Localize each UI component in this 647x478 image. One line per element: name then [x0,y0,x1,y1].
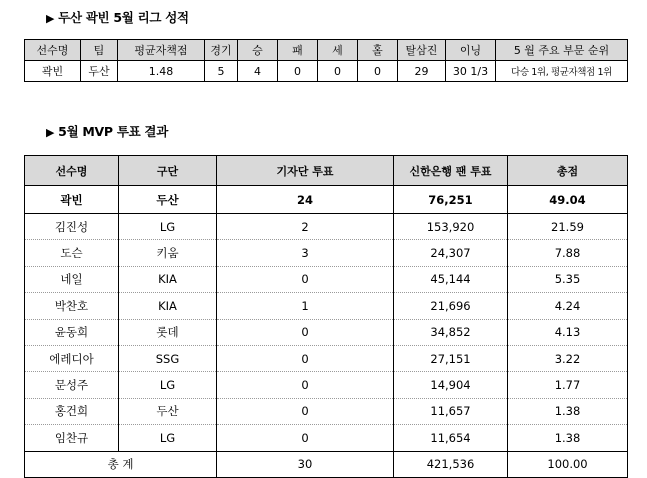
table-cell: 0 [278,61,318,82]
table-cell: 1 [217,293,394,319]
table-cell: LG [119,425,217,451]
total-fan-votes: 421,536 [394,451,508,477]
section-title-may-stats [46,8,189,26]
table-cell: 1.77 [508,372,628,398]
section-title-text: 두산 곽빈 5월 리그 성적 [58,10,189,25]
table-cell: 49.04 [508,186,628,214]
header-cell: 홀 [358,40,398,61]
table-cell: 34,852 [394,319,508,345]
table-row [25,293,628,319]
table-row [25,319,628,345]
header-cell: 팀 [81,40,118,61]
mvp-vote-table [24,155,628,478]
table-cell: 0 [217,425,394,451]
table-cell: 5.35 [508,266,628,292]
header-cell: 평균자책점 [118,40,205,61]
table-cell: 5 [205,61,238,82]
table-cell: 27,151 [394,345,508,371]
table-header-row [25,156,628,186]
header-cell: 선수명 [25,40,81,61]
section-title-mvp-vote [46,122,168,140]
table-cell: 2 [217,214,394,240]
table-cell: 0 [217,319,394,345]
table-cell: 153,920 [394,214,508,240]
table-row [25,214,628,240]
table-cell: 곽빈 [25,186,119,214]
total-press-votes: 30 [217,451,394,477]
table-cell: 4.13 [508,319,628,345]
header-cell: 경기 [205,40,238,61]
table-cell: 1.38 [508,398,628,424]
table-cell: 24,307 [394,240,508,266]
table-cell: 0 [318,61,358,82]
table-cell: 14,904 [394,372,508,398]
table-cell: 두산 [81,61,118,82]
table-cell: 0 [217,398,394,424]
table-cell: 11,654 [394,425,508,451]
triangle-marker-icon: ▶ [46,126,55,139]
header-cell: 이닝 [446,40,496,61]
table-cell: 박찬호 [25,293,119,319]
table-cell: 3.22 [508,345,628,371]
table-cell: 1.48 [118,61,205,82]
table-cell: 두산 [119,186,217,214]
header-cell: 5 월 주요 부문 순위 [496,40,628,61]
table-cell: 두산 [119,398,217,424]
table-cell: 11,657 [394,398,508,424]
table-cell: 문성주 [25,372,119,398]
table-cell: KIA [119,293,217,319]
table-cell: 에레디아 [25,345,119,371]
header-cell: 기자단 투표 [217,156,394,186]
table-cell: 21.59 [508,214,628,240]
table-cell: 4.24 [508,293,628,319]
table-row [25,266,628,292]
header-cell: 구단 [119,156,217,186]
table-row [25,425,628,451]
table-cell: 0 [217,345,394,371]
header-cell: 총점 [508,156,628,186]
table-cell: KIA [119,266,217,292]
table-cell: 곽빈 [25,61,81,82]
table-cell: 0 [217,372,394,398]
header-cell: 탈삼진 [398,40,446,61]
table-cell: 임찬규 [25,425,119,451]
table-cell: 네일 [25,266,119,292]
table-cell: 21,696 [394,293,508,319]
table-cell: SSG [119,345,217,371]
header-cell: 패 [278,40,318,61]
total-score: 100.00 [508,451,628,477]
table-header-row [25,40,628,61]
table-cell: 홍건희 [25,398,119,424]
table-cell: 다승 1위, 평균자책점 1위 [496,61,628,82]
total-label: 총 계 [25,451,217,477]
table-cell: LG [119,372,217,398]
table-cell: 7.88 [508,240,628,266]
table-row [25,186,628,214]
table-cell: 24 [217,186,394,214]
table-row [25,372,628,398]
table-cell: 키움 [119,240,217,266]
table-row [25,398,628,424]
header-cell: 승 [238,40,278,61]
table-cell: LG [119,214,217,240]
table-cell: 3 [217,240,394,266]
table-cell: 30 1/3 [446,61,496,82]
table-cell: 윤동희 [25,319,119,345]
table-cell: 도슨 [25,240,119,266]
table-cell: 76,251 [394,186,508,214]
table-cell: 0 [358,61,398,82]
header-cell: 세 [318,40,358,61]
section-title-text: 5월 MVP 투표 결과 [58,124,168,139]
header-cell: 신한은행 팬 투표 [394,156,508,186]
header-cell: 선수명 [25,156,119,186]
table-cell: 1.38 [508,425,628,451]
table-cell: 롯데 [119,319,217,345]
total-row [25,451,628,477]
table-cell: 4 [238,61,278,82]
table-cell: 29 [398,61,446,82]
table-cell: 0 [217,266,394,292]
table-cell: 45,144 [394,266,508,292]
triangle-marker-icon: ▶ [46,12,55,25]
table-row [25,240,628,266]
table-cell: 김진성 [25,214,119,240]
league-stats-table [24,39,628,82]
table-row [25,61,628,82]
table-row [25,345,628,371]
